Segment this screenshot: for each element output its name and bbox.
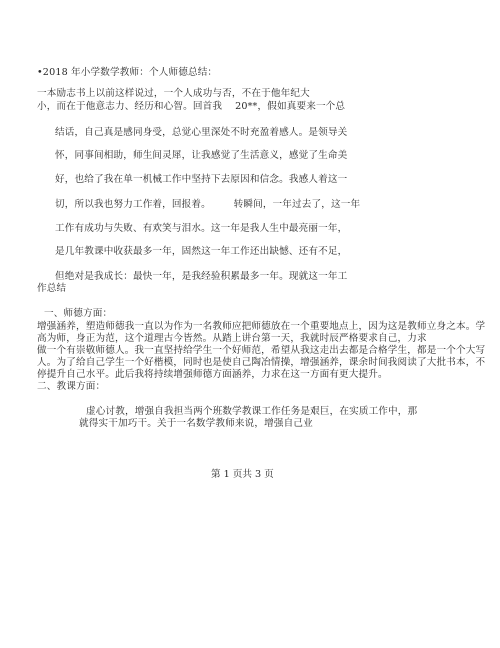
paragraph-line: 小，而在于他意志力、经历和心智。回首我 20**，假如真要来一个总 <box>37 101 346 112</box>
paragraph-line: 作总结 <box>37 283 67 294</box>
paragraph-line: 切，所以我也努力工作着，回报着。 转瞬间，一年过去了，这一年 <box>55 199 361 210</box>
section-line: 就得实干加巧干。关于一名数学教师来说，增强自己业 <box>79 418 313 429</box>
paragraph-line: 怀，同事间相助，师生间灵犀，让我感觉了生活意义，感觉了生命美 <box>55 150 348 161</box>
section-line: 增强涵养，塑造师德我一直以为作为一名教师应把师德放在一个重要地点上，因为这是教师立身之本。学 <box>37 321 486 332</box>
paragraph-line: 是几年教课中收获最多一年，固然这一年工作还出缺憾、还有不足， <box>55 246 348 257</box>
section-heading: 一、师德方面： <box>44 308 113 319</box>
page-number: 第 1 页共 3 页 <box>211 469 274 480</box>
section-line: 做一个有崇敬师德人。我一直坚持给学生一个好师范，希望从我这走出去都是合格学生，都是一个个大写 <box>37 345 486 356</box>
section-line: 虚心讨教，增强自我担当两个班数学教课工作任务是艰巨，在实质工作中，那 <box>86 406 418 417</box>
paragraph-line: 工作有成功与失败、有欢笑与泪水。这一年是我人生中最亮丽一年， <box>55 223 348 234</box>
paragraph-line: 一本励志书上以前这样说过，一个人成功与否，不在于他年纪大 <box>37 88 310 99</box>
paragraph-line: 但绝对是我成长：最快一年，是我经验积累最多一年。现就这一年工 <box>55 271 348 282</box>
document-title: •2018 年小学数学教师：个人师德总结： <box>37 67 218 78</box>
paragraph-line: 好，也给了我在单一机械工作中坚持下去原因和信念。我感人着这一 <box>55 174 348 185</box>
section-line: 停提升自己水平。此后我将持续增强师德方面涵养，力求在这一方面有更大提升。 <box>37 369 388 380</box>
section-heading: 二、教课方面： <box>37 381 106 392</box>
section-line: 高为师，身正为范，这个道理古今皆然。从踏上讲台第一天，我就时辰严格要求自己，力求 <box>37 333 427 344</box>
paragraph-line: 结话，自己真是感同身受，总觉心里深处不时充盈着感人。是领导关 <box>55 127 348 138</box>
section-line: 人。为了给自己学生一个好楷模，同时也是使自己陶冶情操，增强涵养，课余时间我阅读了大批书本，不 <box>37 357 486 368</box>
